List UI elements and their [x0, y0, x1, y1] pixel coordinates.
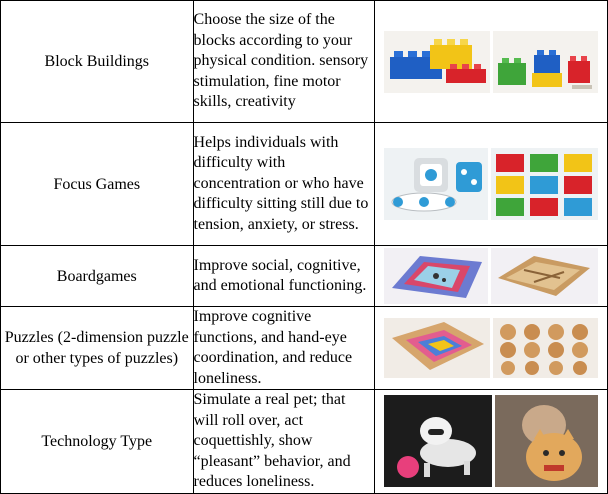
activity-description: Helps individuals with difficulty with concentration or who have difficulty sitting still due to tension, anxiety, or stress.: [193, 123, 374, 246]
activity-description: Simulate a real pet; that will roll over, act coquettishly, show “pleasant” behavior, and reduces loneliness.: [193, 390, 374, 494]
robot-pet-photo: [384, 395, 598, 487]
board-games-photo: [384, 248, 598, 304]
activity-description: Choose the size of the blocks according to your physical condition. sensory stimulation, fine motor skills, creativity: [193, 1, 374, 123]
table-row: [1, 246, 608, 307]
activity-image-cell: [374, 246, 607, 307]
activity-name: Boardgames: [1, 246, 194, 307]
activity-name: Puzzles (2-dimension puzzle or other types of puzzles): [1, 307, 194, 390]
table-row: [1, 1, 608, 123]
table-row: [1, 307, 608, 390]
table-row: [1, 123, 608, 246]
puzzles-photo: [384, 318, 598, 378]
toy-blocks-photo: [384, 31, 598, 93]
fidget-toys-photo: [384, 148, 598, 220]
activity-image-cell: [374, 1, 607, 123]
activity-image-cell: [374, 307, 607, 390]
activity-name: Technology Type: [1, 390, 194, 494]
activity-description: Improve social, cognitive, and emotional functioning.: [193, 246, 374, 307]
table-row: [1, 390, 608, 494]
activity-description: Improve cognitive functions, and hand-eye coordination, and reduce loneliness.: [193, 307, 374, 390]
activity-name: Focus Games: [1, 123, 194, 246]
activity-name: Block Buildings: [1, 1, 194, 123]
activity-image-cell: [374, 123, 607, 246]
activity-image-cell: [374, 390, 607, 494]
